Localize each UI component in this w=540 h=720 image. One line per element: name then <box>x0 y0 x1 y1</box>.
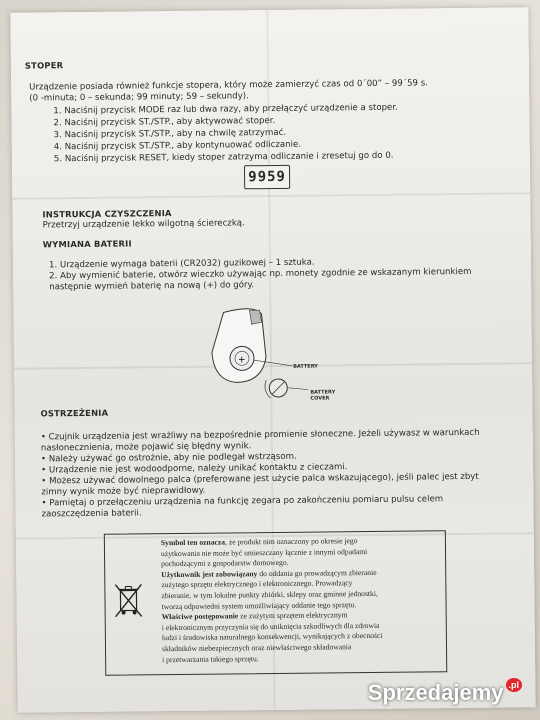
recycling-line-text: do oddania go prowadzącym zbieranie <box>257 567 377 578</box>
recycling-line-text: pochodzącymi z gospodarstw domowego. <box>161 558 289 569</box>
recycling-line <box>161 579 352 591</box>
battery-line: 1. Urządzenie wymaga baterii (CR2032) guzikowej – 1 sztuka. <box>48 257 315 271</box>
warning-line: • Czujnik urządzenia jest wrażliwy na bezpośrednie promienie słoneczne. Jeżeli używasz w warunkach <box>40 427 480 443</box>
stoper-title: STOPER <box>24 60 64 71</box>
recycling-line <box>161 536 358 548</box>
recycling-line-bold: Użytkownik jest zobowiązany <box>161 568 258 579</box>
watermark-brand: Sprzedajemy <box>367 680 504 705</box>
recycling-line <box>162 600 357 612</box>
recycling-line-bold: Symbol ten oznacza <box>160 537 226 548</box>
stoper-step: 3. Naciśnij przycisk ST./STP., aby na chwilę zatrzymać. <box>53 127 287 141</box>
instruction-sheet <box>10 7 535 712</box>
warnings-title: OSTRZEŻENIA <box>40 407 109 419</box>
battery-label: BATTERY <box>293 363 318 370</box>
svg-text:+: + <box>237 355 246 366</box>
recycling-line <box>161 558 288 569</box>
battery-title: WYMIANA BATERII <box>42 238 132 250</box>
recycling-line-text: zużytego sprzętu elektrycznego i elektronicznego. Prowadzący <box>161 578 353 590</box>
warning-line: zimny wynik może być nieprawidłowy. <box>41 485 206 498</box>
recycling-line-text: tworzą odpowiedni system umożliwiający oddanie tego sprzętu. <box>161 599 357 611</box>
warning-line: • Możesz używać dowolnego palca (preferowane jest użycie palca wskazującego), jeśli palec jest zbyt <box>41 471 479 487</box>
recycling-line-text: zbieranie, w tym lokalne punkty zbiórki, sklepy oraz gminne jednostki, <box>161 588 378 601</box>
warning-line: • Pamiętaj o przełączeniu urządzenia na funkcję zegara po zakończeniu pomiaru pulsu celem <box>41 494 444 509</box>
battery-cover-label: COVER <box>310 395 330 402</box>
recycling-line-text: ludzi i środowiska naturalnego konsekwencji, wynikających z obecności <box>161 631 383 643</box>
fold-line <box>12 192 530 199</box>
cleaning-title: INSTRUKCJA CZYSZCZENIA <box>42 208 172 220</box>
recycling-line <box>161 547 367 559</box>
recycling-line <box>162 654 259 665</box>
stoper-intro: Urządzenie posiada również funkcje stopera, który może zamierzyć czas od 0´00” – 99´59 s. <box>29 78 429 93</box>
stoper-step: 5. Naciśnij przycisk RESET, kiedy stoper zatrzyma odliczanie i zresetuj go do 0. <box>53 150 394 165</box>
recycling-line <box>162 610 348 622</box>
stoper-step: 4. Naciśnij przycisk ST./STP., aby kontynuować odliczanie. <box>53 139 302 153</box>
lcd-display: 9959 <box>244 165 290 189</box>
battery-line: 2. Aby wymienić baterie, otwórz wieczko używając np. monety zgodnie ze wskazanym kierunkiem <box>49 266 472 282</box>
warning-line: • Należy używać go ostrożnie, aby nie podlegał wstrząsom. <box>40 451 297 465</box>
stoper-step: 1. Naciśnij przycisk MODE raz lub dwa razy, aby przełączyć urządzenie a stoper. <box>53 102 398 117</box>
cleaning-text: Przetrzyj urządzenie lekko wilgotną ściereczką. <box>42 218 245 231</box>
battery-cover-label: BATTERY <box>310 389 336 396</box>
recycling-line-text: składników niebezpiecznych oraz niewłaściwego składowania <box>161 642 352 654</box>
recycling-line-text: , że produkt nim oznaczony po okresie jego <box>224 536 358 547</box>
watermark <box>368 680 522 706</box>
warning-line: zaoszczędzenia baterii. <box>41 508 142 520</box>
recycling-box <box>104 530 447 676</box>
crossed-bin-icon <box>113 582 143 618</box>
battery-diagram <box>203 301 344 402</box>
warning-line: nasłonecznienia, może pojawić się błędny wynik. <box>40 441 252 454</box>
stoper-intro: (0 -minuta; 0 – sekunda; 99 minuty; 59 – sekundy). <box>29 91 249 104</box>
recycling-text <box>105 531 445 664</box>
recycling-line-bold: Właściwe postępowanie <box>161 611 239 622</box>
stoper-step: 2. Naciśnij przycisk ST./STP., aby aktywować stoper. <box>53 115 276 129</box>
battery-line: następnie wymień baterię na nową (+) do góry. <box>49 280 255 293</box>
recycling-line-text: ze zużytym sprzętem elektrycznym <box>238 610 348 621</box>
recycling-line-text: i elektronicznym przyczynia się do uniknięcia szkodliwych dla zdrowia <box>161 620 380 632</box>
watermark-tld: .pl <box>506 678 523 692</box>
recycling-line-text: użytkowania nie może być umieszczany łącznie z innymi odpadami <box>160 546 368 558</box>
warning-line: • Urządzenie nie jest wodoodporne, należy unikać kontaktu z cieczami. <box>41 462 348 476</box>
recycling-line-text: i przetwarzania takiego sprzętu. <box>162 653 259 664</box>
recycling-line <box>162 642 351 654</box>
